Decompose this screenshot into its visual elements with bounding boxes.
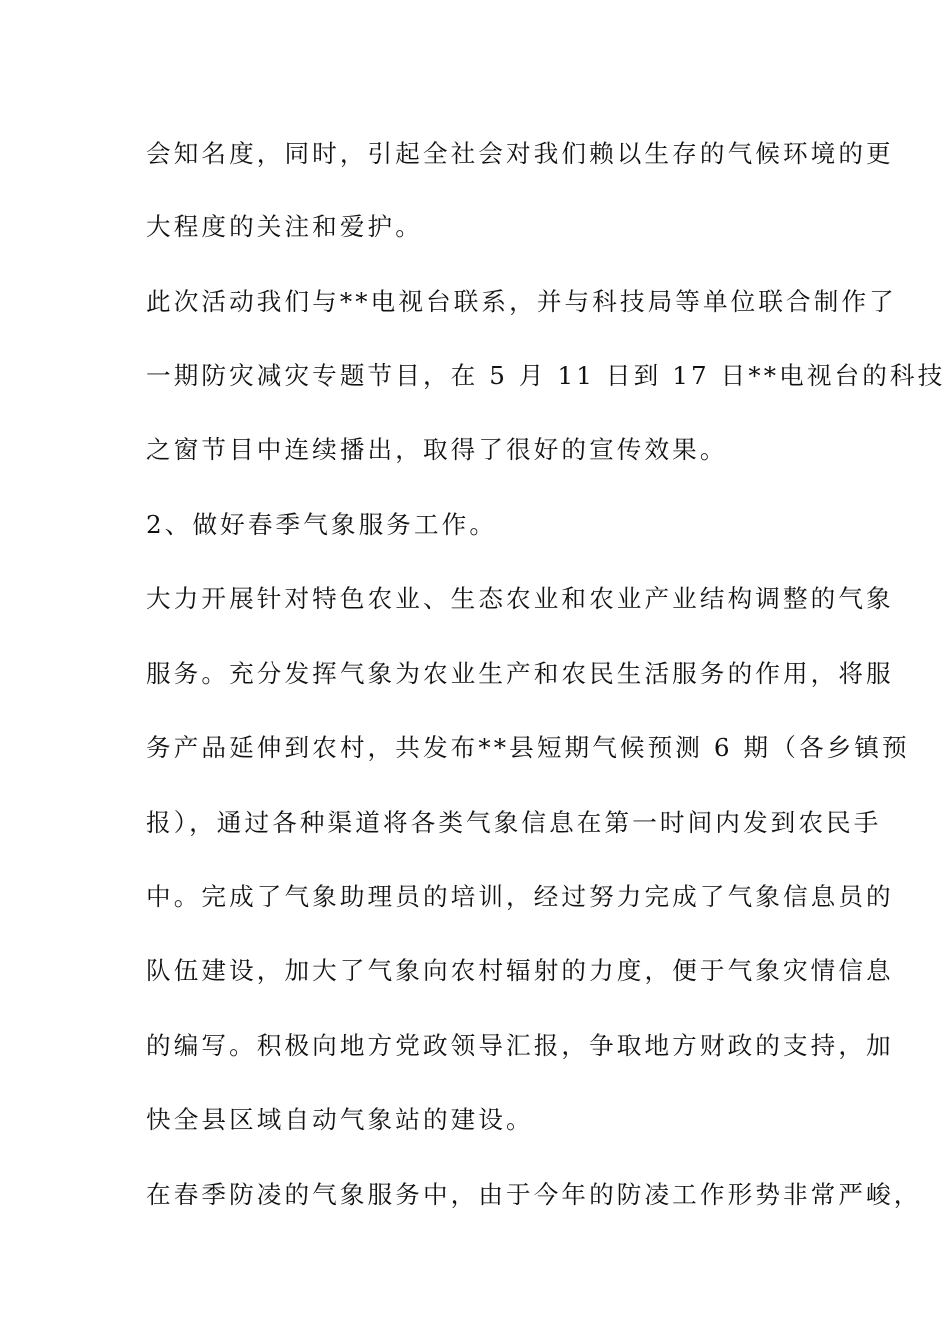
text-line: 之窗节目中连续播出，取得了很好的宣传效果。 <box>146 435 728 464</box>
text-line: 的编写。积极向地方党政领导汇报，争取地方财政的支持，加 <box>146 1031 894 1060</box>
text-line: 会知名度，同时，引起全社会对我们赖以生存的气候环境的更 <box>146 139 894 168</box>
text-line: 在春季防凌的气象服务中，由于今年的防凌工作形势非常严峻， <box>146 1180 922 1209</box>
text-line: 快全县区域自动气象站的建设。 <box>146 1105 534 1134</box>
text-line: 大力开展针对特色农业、生态农业和农业产业结构调整的气象 <box>146 584 894 613</box>
text-line: 大程度的关注和爱护。 <box>146 212 423 241</box>
text-line: 报），通过各种渠道将各类气象信息在第一时间内发到农民手 <box>146 808 882 837</box>
text-line: 此次活动我们与**电视台联系，并与科技局等单位联合制作了 <box>146 287 897 316</box>
text-line: 队伍建设，加大了气象向农村辐射的力度，便于气象灾情信息 <box>146 956 894 985</box>
text-line: 中。完成了气象助理员的培训，经过努力完成了气象信息员的 <box>146 882 894 911</box>
text-line: 务产品延伸到农村，共发布**县短期气候预测 6 期（各乡镇预 <box>146 733 910 762</box>
text-line: 一期防灾减灾专题节目，在 5 月 11 日到 17 日**电视台的科技 <box>146 361 946 390</box>
section-heading: 2、做好春季气象服务工作。 <box>146 510 498 539</box>
text-line: 服务。充分发挥气象为农业生产和农民生活服务的作用，将服 <box>146 659 894 688</box>
